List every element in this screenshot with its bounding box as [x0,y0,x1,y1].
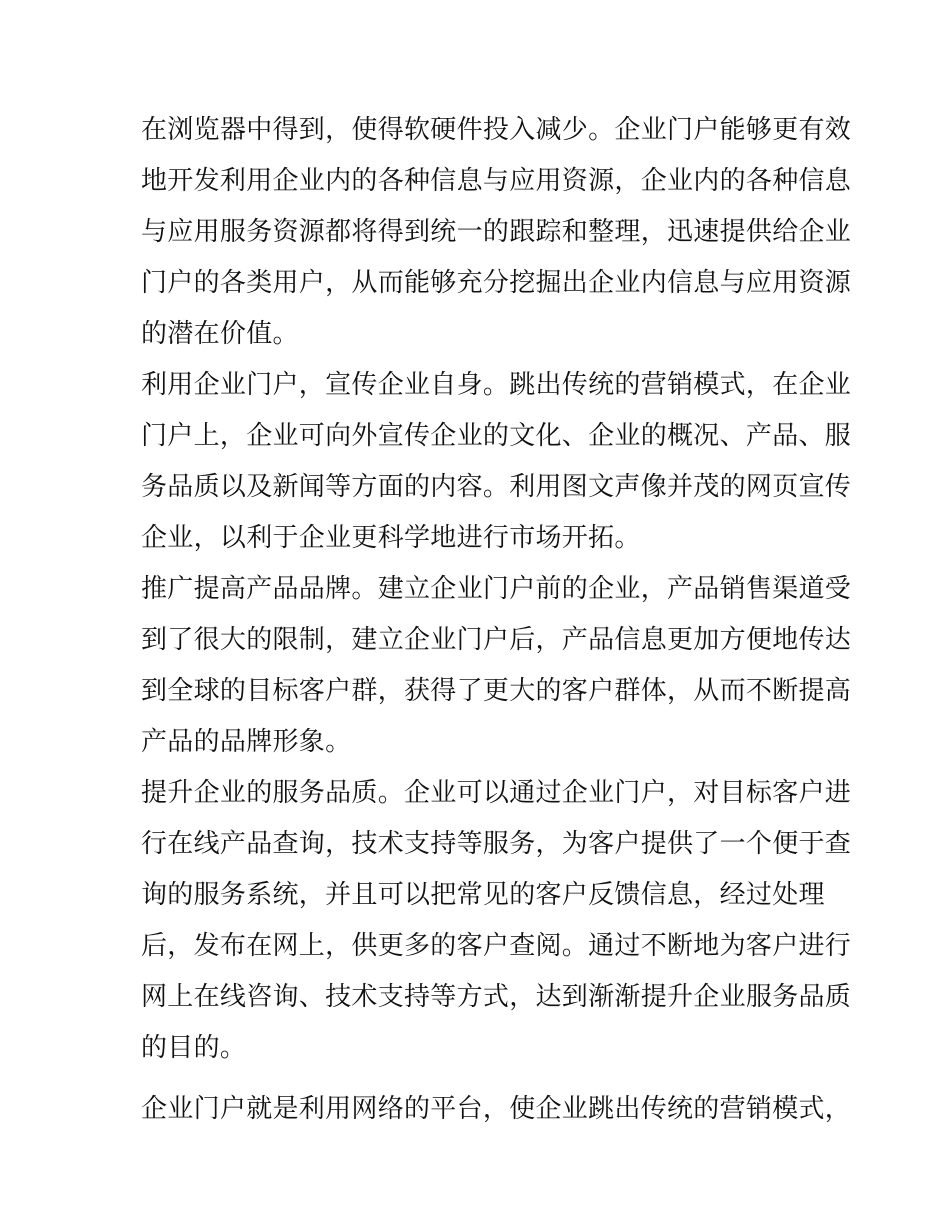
text-line: 到全球的目标客户群，获得了更大的客户群体，从而不断提高 [141,676,852,706]
text-line: 行在线产品查询，技术支持等服务，为客户提供了一个便于查 [141,829,852,859]
text-line: 的目的。 [141,1033,247,1063]
text-line: 的潜在价值。 [141,319,299,349]
text-line: 产品的品牌形象。 [141,727,352,757]
text-line: 网上在线咨询、技术支持等方式，达到渐渐提升企业服务品质 [141,982,852,1012]
text-line: 到了很大的限制，建立企业门户后，产品信息更加方便地传达 [141,625,852,655]
text-line: 门户上，企业可向外宣传企业的文化、企业的概况、产品、服 [141,421,852,451]
text-line: 利用企业门户，宣传企业自身。跳出传统的营销模式，在企业 [141,370,852,400]
paragraph-2 [141,360,852,564]
text-line: 企业，以利于企业更科学地进行市场开拓。 [141,523,641,553]
text-line: 推广提高产品品牌。建立企业门户前的企业，产品销售渠道受 [141,574,852,604]
text-line: 门户的各类用户，从而能够充分挖掘出企业内信息与应用资源 [141,268,852,298]
text-line: 提升企业的服务品质。企业可以通过企业门户，对目标客户进 [141,778,852,808]
text-line: 与应用服务资源都将得到统一的跟踪和整理，迅速提供给企业 [141,217,852,247]
text-line: 后，发布在网上，供更多的客户查阅。通过不断地为客户进行 [141,931,852,961]
body-text [141,105,852,1135]
text-line: 地开发利用企业内的各种信息与应用资源，企业内的各种信息 [141,166,852,196]
text-line: 企业门户就是利用网络的平台，使企业跳出传统的营销模式， [141,1094,852,1124]
paragraph-3 [141,564,852,768]
text-line: 询的服务系统，并且可以把常见的客户反馈信息，经过处理 [141,880,825,910]
paragraph-5 [141,1084,852,1135]
text-line: 在浏览器中得到，使得软硬件投入减少。企业门户能够更有效 [141,115,852,145]
text-line: 务品质以及新闻等方面的内容。利用图文声像并茂的网页宣传 [141,472,852,502]
paragraph-gap [141,1074,821,1084]
paragraph-4 [141,768,852,1074]
paragraph-1 [141,105,852,360]
